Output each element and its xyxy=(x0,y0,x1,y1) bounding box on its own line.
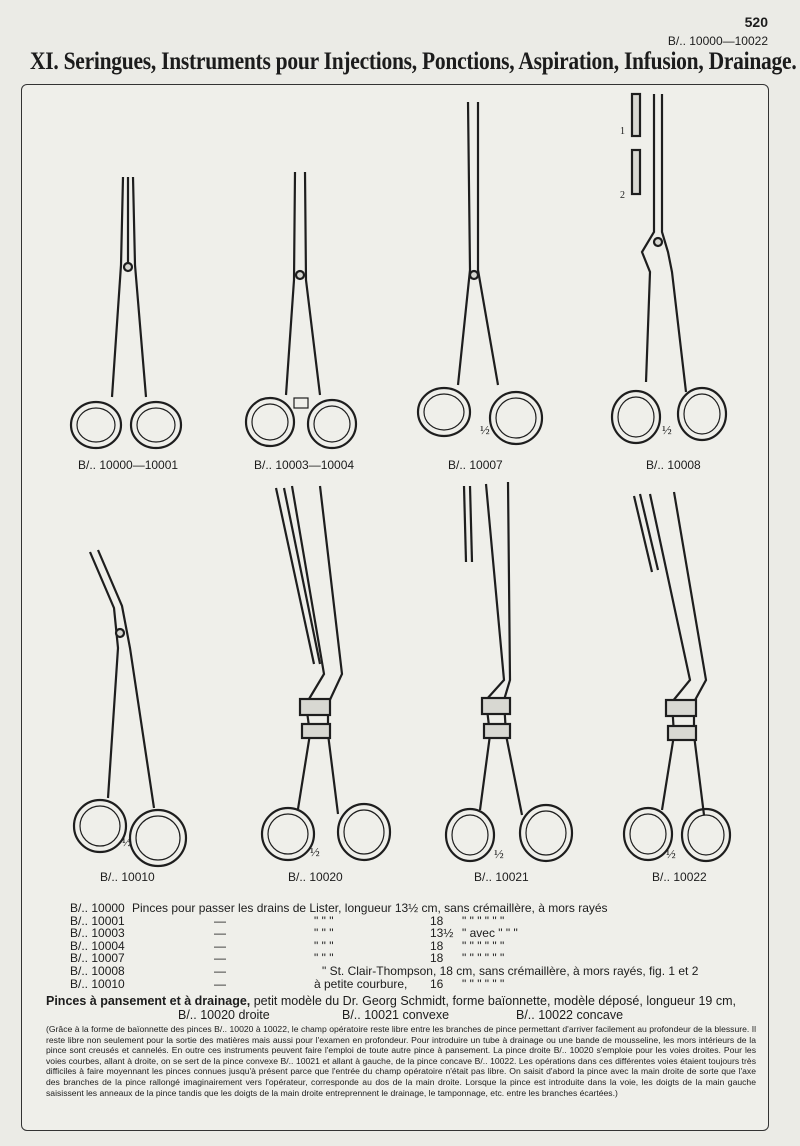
figure-caption: B/.. 10007 xyxy=(448,458,503,472)
figure-caption: B/.. 10022 xyxy=(652,870,707,884)
forceps-illustration xyxy=(70,548,200,888)
forceps-illustration xyxy=(414,100,554,475)
fig-label-2: 2 xyxy=(620,190,625,201)
spec-text: Pinces pour passer les drains de Lister, longueur 13½ cm, sans crémaillère, à mors rayés xyxy=(132,901,608,915)
page-title: XI. Seringues, Instruments pour Injections, Ponctions, Aspiration, Infusion, Drainage. xyxy=(30,48,797,75)
spec-ditto: à petite courbure, xyxy=(314,976,408,991)
spec-length: 13½ xyxy=(430,926,454,941)
scale-label: ½ xyxy=(666,846,676,861)
spec-dash: — xyxy=(214,913,226,928)
spec-dash: — xyxy=(214,976,226,991)
spec-rest: " " " " " " xyxy=(462,951,505,966)
spec-ref: B/.. 10000 xyxy=(70,901,125,915)
scale-label: ½ xyxy=(122,834,132,849)
scale-label: ½ xyxy=(494,846,504,861)
spec-rest: " " " " " " xyxy=(462,913,505,928)
spec-ref: B/.. 10001 xyxy=(70,913,125,928)
product-heading-text: petit modèle du Dr. Georg Schmidt, forme baïonnette, modèle déposé, longueur 19 cm, xyxy=(253,994,736,1008)
forceps-illustration xyxy=(442,480,592,888)
spec-ref: B/.. 10004 xyxy=(70,938,125,953)
fig-label-1: 1 xyxy=(620,126,625,137)
forceps-illustration xyxy=(258,484,408,888)
spec-dash: — xyxy=(214,963,226,978)
spec-text: " St. Clair-Thompson, 18 cm, sans crémaillère, à mors rayés, fig. 1 et 2 xyxy=(322,963,699,978)
spec-rest: " " " " " " xyxy=(462,976,505,991)
forceps-illustration xyxy=(606,92,746,475)
variant-item: B/.. 10020 droite xyxy=(178,1008,270,1022)
spec-length: 18 xyxy=(430,913,444,928)
scale-label: ½ xyxy=(662,422,672,437)
spec-dash: — xyxy=(214,926,226,941)
spec-ref: B/.. 10007 xyxy=(70,951,125,966)
spec-ref: B/.. 10010 xyxy=(70,976,125,991)
figure-10007 xyxy=(414,100,554,475)
page-number: 520 xyxy=(744,14,768,30)
figure-caption: B/.. 10010 xyxy=(100,870,155,884)
figure-10008 xyxy=(606,92,746,475)
description-note: (Grâce à la forme de baïonnette des pinces B/.. 10020 à 10022, le champ opératoire reste libre entre les branches de pince permettant d'arriver facilement au profondeur de la blessure. Il reste libre non seulement pour la sortie des matières mais aussi pour l'examen en profondeur. Pour introduire un tube à drainage ou une bande de mousseline, les mors intérieurs de la pince sont creusés et cannelés. En outre ces instruments peuvent faire l'emploi de toute autre pince à pansement. La pince droite B/.. 10020 s'emploie pour les voies droites. Pour les voies courbes, allant à droite, on se sert de la pince convexe B/.. 10021 et allant à gauche, de la pince concave B/.. 10022. Les opérations dans ces différentes voies étaient toujours très difficiles à faire moyennant les pinces connues jusqu'à présent parce que l'entrée du champ opératoire n'était pas libre. On saisit d'abord la pince avec la main droite de sorte que l'axe des branches de la pince rallongé imaginairement vers l'opérateur, corresponde au dos de la main droite. Lorsque la pince est introduite dans la voie, les doigts de la main gauche saisissent les anneaux de la pince tandis que les doigts de la main droite entreprennent le drainage, le tamponnage, etc. entre les branches écartées.) xyxy=(46,1024,756,1098)
variant-item: B/.. 10021 convexe xyxy=(342,1008,450,1022)
spec-ditto: " " " xyxy=(314,938,334,953)
scale-label: ½ xyxy=(480,422,490,437)
product-heading-bold: Pinces à pansement et à drainage, xyxy=(46,994,251,1008)
forceps-illustration xyxy=(622,490,772,888)
product-heading xyxy=(46,994,736,1008)
reference-range: B/.. 10000—10022 xyxy=(667,34,768,48)
spec-ditto: " " " xyxy=(314,951,334,966)
spec-length: 18 xyxy=(430,951,444,966)
spec-dash: — xyxy=(214,938,226,953)
spec-ref: B/.. 10003 xyxy=(70,926,125,941)
figure-10020 xyxy=(258,484,408,888)
spec-rest: " " " " " " xyxy=(462,938,505,953)
figure-10021 xyxy=(442,480,592,888)
forceps-illustration xyxy=(242,170,372,475)
figure-caption: B/.. 10020 xyxy=(288,870,343,884)
spec-length: 16 xyxy=(430,976,444,991)
figure-caption: B/.. 10003—10004 xyxy=(254,458,355,472)
spec-ref: B/.. 10008 xyxy=(70,963,125,978)
scale-label: ½ xyxy=(310,844,320,859)
figure-10003-10004 xyxy=(242,170,372,475)
spec-length: 18 xyxy=(430,938,444,953)
figure-10000-10001 xyxy=(66,175,196,475)
variant-list xyxy=(178,1008,698,1022)
figure-caption: B/.. 10008 xyxy=(646,458,701,472)
figure-10022 xyxy=(622,490,772,888)
figure-caption: B/.. 10000—10001 xyxy=(78,458,179,472)
figure-10010 xyxy=(70,548,200,888)
figure-caption: B/.. 10021 xyxy=(474,870,529,884)
spec-ditto: " " " xyxy=(314,926,334,941)
spec-rest: " avec " " " xyxy=(462,926,518,941)
variant-item: B/.. 10022 concave xyxy=(516,1008,624,1022)
spec-ditto: " " " xyxy=(314,913,334,928)
spec-dash: — xyxy=(214,951,226,966)
forceps-illustration xyxy=(66,175,196,475)
